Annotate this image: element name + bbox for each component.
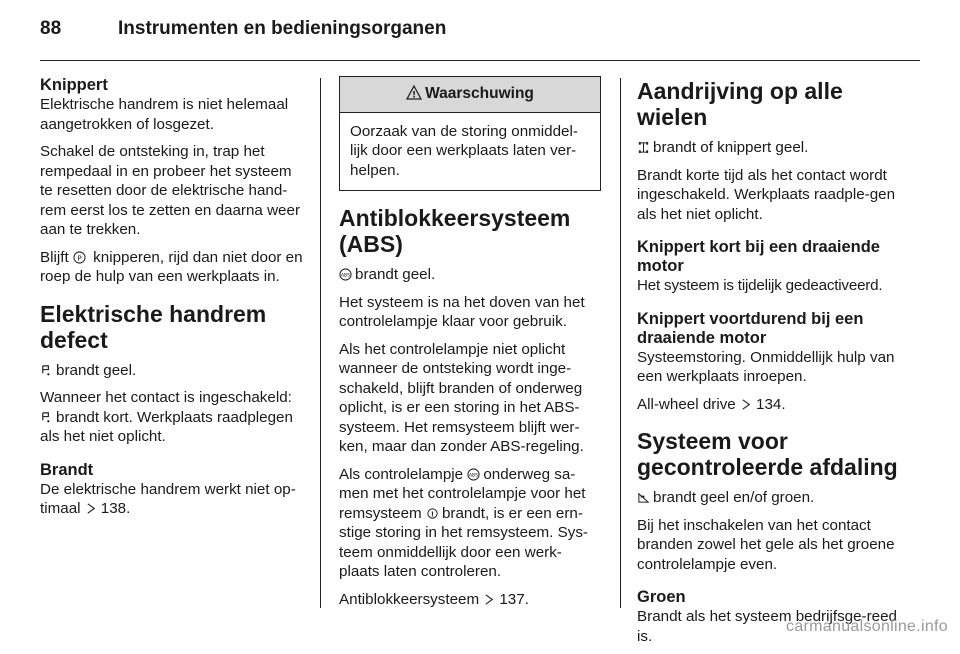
svg-text:ABS: ABS <box>340 273 351 279</box>
abs-ref[interactable]: 137. <box>499 590 529 608</box>
kort-text: Het systeem is tijdelijk gedeactiveerd. <box>637 277 883 294</box>
brandt-text: De elektrische handrem werkt niet op-timaal <box>40 480 296 517</box>
descent-control-icon <box>637 491 650 504</box>
hdc-brandt <box>637 488 905 508</box>
page-ref-arrow-icon <box>85 502 98 515</box>
contact-paragraph <box>40 388 308 447</box>
brake-system-icon <box>426 507 439 520</box>
warning-box <box>339 76 601 191</box>
page-ref-arrow-icon-3 <box>740 398 753 411</box>
warning-title: Waarschuwing <box>425 85 534 102</box>
column-1 <box>40 76 308 527</box>
svg-text:!: ! <box>430 508 435 518</box>
watermark: carmanualsonline.info <box>786 618 948 635</box>
contact-text: Wanneer het contact is ingeschakeld: <box>40 389 292 406</box>
abs-paragraph-1: Het systeem is na het doven van het controlelampje klaar voor gebruik. <box>339 293 585 330</box>
abs-p3-b: onderweg sa-men met het controlelampje voor het remsysteem <box>339 465 586 522</box>
awd-icon <box>637 141 650 154</box>
warning-triangle-icon <box>406 85 422 100</box>
defect-heading: Elektrische handrem defect <box>40 300 267 353</box>
awd-link: All-wheel drive <box>637 395 736 413</box>
abs-link: Antiblokkeersysteem <box>339 590 480 608</box>
blijft-pre: Blijft <box>40 248 69 266</box>
abs-paragraph-2: Als het controlelampje niet oplicht wanneer de ontsteking wordt inge-schakeld, blijft branden of onderweg oplicht, is er een storing in het ABS-systeem. Het remsysteem blijft wer-ken, maar dan zonder ABS-regeling. <box>339 340 584 455</box>
awd-brandt-text: brandt of knippert geel. <box>653 139 809 156</box>
groen-heading: Groen <box>637 588 686 606</box>
svg-text:ABS: ABS <box>469 472 479 478</box>
hdc-text: Bij het inschakelen van het contact branden zowel het gele als het groene controlelampje even. <box>637 516 895 573</box>
kort-text: brandt kort. Werkplaats raadplegen als het niet oplicht. <box>40 408 293 445</box>
brake-fault-icon-2 <box>40 411 53 424</box>
brandt-heading: Brandt <box>40 460 94 479</box>
groen-text: Brandt als het systeem bedrijfsge-reed is. <box>637 608 898 645</box>
awd-link-paragraph <box>637 395 905 415</box>
warning-text: Oorzaak van de storing onmiddel-lijk door een werkplaats laten ver-helpen. <box>350 122 578 179</box>
abs-p3-c: brandt, is er een ern-stige storing in het remsysteem. Sys-teem onmiddellijk door een werk-plaats laten controleren. <box>339 504 588 580</box>
voortdurend-heading: Knippert voortdurend bij een draaiende motor <box>637 309 864 347</box>
awd-text: Brandt korte tijd als het contact wordt ingeschakeld. Werkplaats raadple-gen als het niet oplicht. <box>637 166 896 223</box>
awd-brandt <box>637 138 905 158</box>
svg-text:!: ! <box>412 90 417 100</box>
defect-brandt-text: brandt geel. <box>56 361 137 379</box>
hdc-heading: Systeem voor gecontroleerde afdaling <box>637 428 898 480</box>
abs-p3-a: Als controlelampje <box>339 465 464 483</box>
schakel-text: Schakel de ontsteking in, trap het rempedaal in en probeer het systeem te resetten door de elektrische hand-rem eerst los te zetten en daarna weer aan te trekken. <box>40 143 301 238</box>
defect-brandt <box>40 361 308 381</box>
knippert-heading: Knippert <box>40 76 108 94</box>
page-title: Instrumenten en bedieningsorganen <box>118 18 447 39</box>
blijft-paragraph <box>40 248 308 287</box>
brake-fault-icon <box>40 364 53 377</box>
svg-text:P: P <box>77 252 82 262</box>
abs-icon <box>339 268 352 281</box>
column-divider-1 <box>320 78 321 608</box>
awd-heading: Aandrijving op alle wielen <box>637 78 843 130</box>
page-header <box>40 18 446 48</box>
abs-paragraph-3 <box>339 465 601 582</box>
kort-heading: Knippert kort bij een draaiende motor <box>637 238 880 275</box>
column-3 <box>637 76 905 654</box>
abs-brandt-text: brandt geel. <box>355 266 436 283</box>
hdc-brandt-text: brandt geel en/of groen. <box>653 489 815 506</box>
brandt-ref[interactable]: 138. <box>100 500 131 517</box>
blijft-post: knipperen, rijd dan niet door en roep de hulp van een werkplaats in. <box>40 248 303 285</box>
abs-brandt <box>339 265 601 285</box>
parking-brake-icon <box>73 251 86 264</box>
header-rule <box>40 60 920 61</box>
warning-header <box>340 77 600 113</box>
knippert-text: Elektrische handrem is niet helemaal aangetrokken of losgezet. <box>40 96 289 133</box>
page-ref-arrow-icon-2 <box>483 593 496 606</box>
abs-link-paragraph <box>339 590 601 610</box>
abs-icon-2 <box>467 468 480 481</box>
column-divider-2 <box>620 78 621 608</box>
awd-ref[interactable]: 134. <box>756 395 786 413</box>
column-2 <box>339 76 601 617</box>
brandt-paragraph <box>40 480 308 519</box>
voortdurend-text: Systeemstoring. Onmiddellijk hulp van een werkplaats inroepen. <box>637 348 895 385</box>
page-number: 88 <box>40 18 62 39</box>
abs-heading: Antiblokkeersysteem (ABS) <box>339 205 571 257</box>
